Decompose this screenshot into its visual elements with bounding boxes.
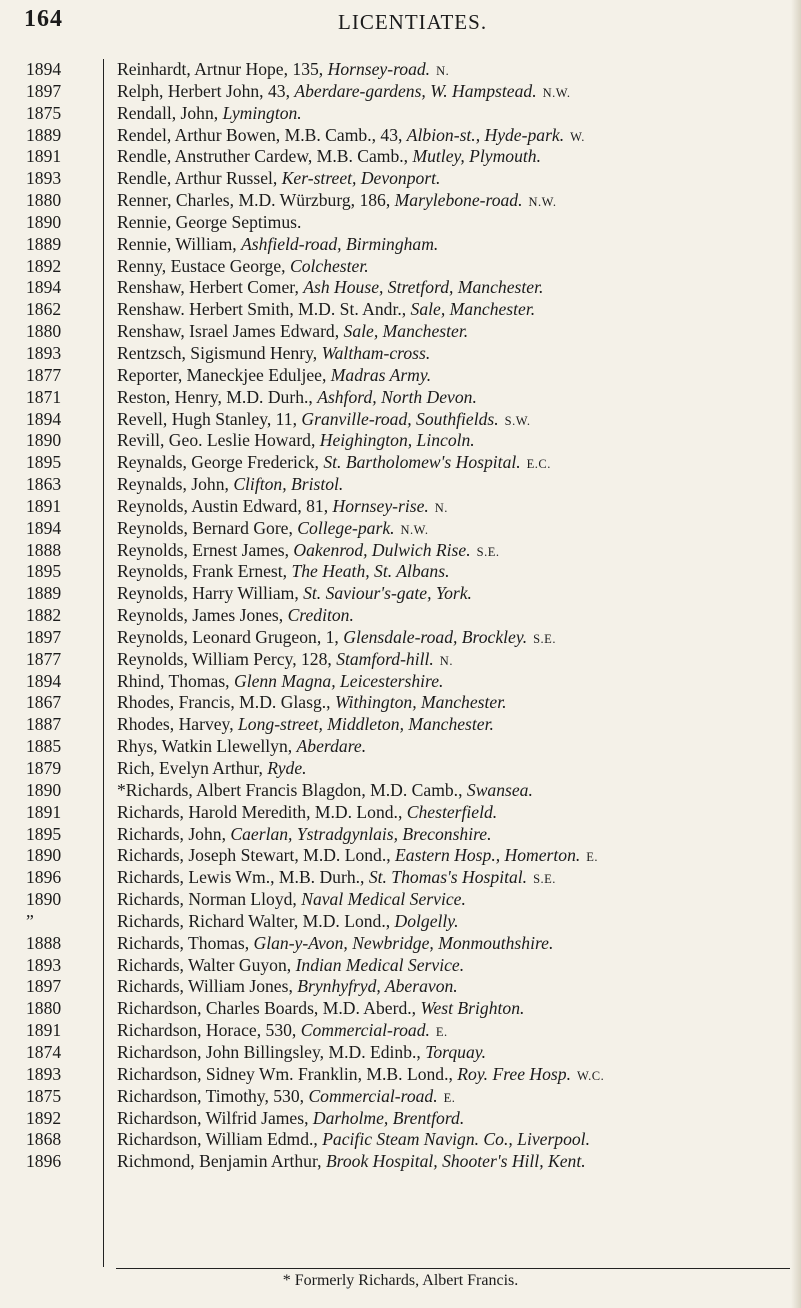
entry-text — [117, 299, 789, 323]
entry-text — [117, 234, 789, 258]
entry-name: Relph, Herbert John, 43, — [117, 80, 295, 101]
list-item — [0, 430, 801, 452]
entry-year: 1875 — [26, 102, 62, 123]
list-item — [0, 561, 801, 583]
entry-year: 1891 — [26, 146, 62, 167]
entry-address: Clifton, Bristol. — [233, 474, 344, 495]
list-item — [0, 299, 801, 321]
entry-text — [117, 256, 789, 280]
entry-name: Revell, Hugh Stanley, 11, — [117, 408, 302, 429]
list-item — [0, 474, 801, 496]
entry-text — [117, 867, 789, 891]
entry-name: Reynolds, Ernest James, — [117, 539, 294, 560]
entry-year: 1888 — [26, 539, 62, 560]
entry-address: Chesterfield. — [406, 801, 498, 822]
entry-year: 1890 — [26, 779, 62, 800]
entry-address: Caerlan, Ystradgynlais, Breconshire. — [230, 823, 492, 844]
entry-address: Aberdare. — [296, 736, 367, 757]
list-item — [0, 780, 801, 802]
list-item — [0, 277, 801, 299]
list-item — [0, 627, 801, 649]
entry-year: 1891 — [26, 495, 62, 516]
list-item — [0, 714, 801, 736]
entry-year: 1871 — [26, 386, 62, 407]
list-item — [0, 387, 801, 409]
entry-text — [117, 212, 789, 236]
entry-address: Swansea. — [466, 779, 533, 800]
list-item — [0, 452, 801, 474]
entry-postal-district: N.W. — [528, 195, 557, 210]
entry-address: Glan-y-Avon, Newbridge, Monmouthshire. — [253, 932, 554, 953]
entry-name: Richards, Norman Lloyd, — [117, 889, 302, 910]
entry-year: 1862 — [26, 299, 62, 320]
entry-year: 1890 — [26, 889, 62, 910]
list-item — [0, 146, 801, 168]
entry-text — [117, 736, 789, 760]
entry-text — [117, 409, 789, 433]
entry-postal-district: W.C. — [576, 1068, 605, 1083]
list-item — [0, 234, 801, 256]
list-item — [0, 409, 801, 431]
entry-name: Reynalds, John, — [117, 474, 234, 495]
list-item — [0, 998, 801, 1020]
list-item — [0, 212, 801, 234]
entry-text — [117, 561, 789, 585]
list-item — [0, 976, 801, 998]
entry-address: Sale, Manchester. — [343, 321, 469, 342]
entry-postal-district: N.W. — [400, 522, 429, 537]
entry-text — [117, 168, 789, 192]
list-item — [0, 540, 801, 562]
entry-postal-district: S.E. — [533, 631, 556, 646]
entry-text — [117, 540, 789, 564]
entry-address: Mutley, Plymouth. — [412, 146, 541, 167]
footnote-rule — [116, 1268, 790, 1269]
list-item — [0, 1020, 801, 1042]
entry-postal-district: E.C. — [526, 457, 551, 472]
entry-name: Reynolds, William Percy, 128, — [117, 648, 337, 669]
running-head: LICENTIATES. — [338, 10, 488, 34]
entry-year: 1895 — [26, 561, 62, 582]
entry-name: Richards, Thomas, — [117, 932, 254, 953]
entry-name: Reynolds, James Jones, — [117, 605, 288, 626]
entry-text — [117, 1129, 789, 1153]
entry-text — [117, 496, 789, 520]
list-item — [0, 103, 801, 125]
page-edge-shadow — [791, 0, 801, 1308]
entry-text — [117, 518, 789, 542]
entry-address: Ash House, Stretford, Manchester. — [303, 277, 544, 298]
entry-text — [117, 824, 789, 848]
entry-year: 1895 — [26, 823, 62, 844]
entry-text — [117, 1151, 789, 1175]
entry-year: 1893 — [26, 954, 62, 975]
entry-address: Oakenrod, Dulwich Rise. — [293, 539, 471, 560]
entry-name: Richardson, Timothy, 530, — [117, 1085, 309, 1106]
entry-year: 1895 — [26, 452, 62, 473]
entry-year: 1894 — [26, 277, 62, 298]
entry-year: 1882 — [26, 605, 62, 626]
entry-text — [117, 649, 789, 673]
entry-address: Sale, Manchester. — [410, 299, 536, 320]
entry-name: Richards, Richard Walter, M.D. Lond., — [117, 910, 395, 931]
entry-address: Glensdale-road, Brockley. — [343, 626, 528, 647]
entry-name: Richardson, Horace, 530, — [117, 1020, 301, 1041]
entry-year: 1896 — [26, 867, 62, 888]
entry-text — [117, 190, 789, 214]
entry-year: 1894 — [26, 408, 62, 429]
list-item — [0, 933, 801, 955]
entry-year: 1894 — [26, 59, 62, 79]
entry-text — [117, 605, 789, 629]
entry-address: Withington, Manchester. — [334, 692, 507, 713]
entry-year: 1887 — [26, 714, 62, 735]
entry-year: 1885 — [26, 736, 62, 757]
list-item — [0, 845, 801, 867]
entry-address: Darholme, Brentford. — [312, 1107, 465, 1128]
entry-address: Granville-road, Southfields. — [301, 408, 499, 429]
entry-address: Commercial-road. — [308, 1085, 438, 1106]
entry-name: Rhodes, Harvey, — [117, 714, 239, 735]
entry-address: St. Thomas's Hospital. — [368, 867, 528, 888]
entry-address: Glenn Magna, Leicestershire. — [233, 670, 444, 691]
entry-text — [117, 955, 789, 979]
list-item — [0, 802, 801, 824]
entry-name: Reynalds, George Frederick, — [117, 452, 324, 473]
list-item — [0, 1064, 801, 1086]
page-header — [0, 0, 801, 44]
list-item — [0, 518, 801, 540]
entry-text — [117, 1020, 789, 1044]
entry-name: *Richards, Albert Francis Blagdon, M.D. Camb., — [117, 779, 467, 800]
entry-address: Marylebone-road. — [394, 190, 523, 211]
entry-text — [117, 889, 789, 913]
footnote: * Formerly Richards, Albert Francis. — [282, 1272, 519, 1289]
entry-address: St. Saviour's-gate, York. — [303, 583, 472, 604]
list-item — [0, 911, 801, 933]
entry-year: 1877 — [26, 648, 62, 669]
list-item — [0, 692, 801, 714]
page-number: 164 — [24, 6, 63, 32]
entry-text — [117, 627, 789, 651]
entry-name: Reston, Henry, M.D. Durh., — [117, 386, 318, 407]
entry-text — [117, 1086, 789, 1110]
entry-name: Reynolds, Frank Ernest, — [117, 561, 292, 582]
entry-address: St. Bartholomew's Hospital. — [323, 452, 521, 473]
list-item — [0, 59, 801, 81]
entry-text — [117, 321, 789, 345]
entry-year: 1877 — [26, 364, 62, 385]
entry-text — [117, 998, 789, 1022]
entry-postal-district: N. — [439, 653, 453, 668]
list-item — [0, 321, 801, 343]
entry-text — [117, 452, 789, 476]
list-item — [0, 1129, 801, 1151]
entry-name: Richards, John, — [117, 823, 231, 844]
entry-name: Richardson, John Billingsley, M.D. Edinb., — [117, 1041, 426, 1062]
entry-name: Reynolds, Harry William, — [117, 583, 304, 604]
entry-name: Reporter, Maneckjee Eduljee, — [117, 364, 331, 385]
entry-postal-district: W. — [570, 129, 585, 144]
entry-name: Revill, Geo. Leslie Howard, — [117, 430, 320, 451]
list-item — [0, 81, 801, 103]
entry-address: Crediton. — [287, 605, 354, 626]
entry-address: Heighington, Lincoln. — [319, 430, 475, 451]
entry-year: 1890 — [26, 845, 62, 866]
entry-text — [117, 277, 789, 301]
entry-address: Albion-st., Hyde-park. — [406, 124, 565, 145]
entry-address: Waltham-cross. — [321, 342, 431, 363]
entry-name: Richards, Joseph Stewart, M.D. Lond., — [117, 845, 396, 866]
entry-text — [117, 343, 789, 367]
entry-text — [117, 1042, 789, 1066]
entry-text — [117, 758, 789, 782]
entry-address: Aberdare-gardens, W. Hampstead. — [294, 80, 537, 101]
entry-year: 1874 — [26, 1041, 62, 1062]
entry-address: Dolgelly. — [394, 910, 459, 931]
entry-address: Ashford, North Devon. — [317, 386, 477, 407]
entry-text — [117, 103, 789, 127]
entry-name: Richards, Harold Meredith, M.D. Lond., — [117, 801, 407, 822]
entry-address: West Brighton. — [420, 998, 525, 1019]
entry-text — [117, 1108, 789, 1132]
entry-address: Eastern Hosp., Homerton. — [395, 845, 581, 866]
entry-year: 1879 — [26, 758, 62, 778]
entry-year: 1880 — [26, 321, 62, 342]
entry-year: 1897 — [26, 80, 62, 101]
entry-postal-district: N. — [434, 500, 448, 515]
entry-year: 1893 — [26, 1063, 62, 1084]
entry-postal-district: E. — [443, 1090, 456, 1105]
entry-year: 1880 — [26, 998, 62, 1019]
entry-name: Richards, William Jones, — [117, 976, 298, 997]
entry-text — [117, 146, 789, 170]
entry-text — [117, 474, 789, 498]
list-item — [0, 125, 801, 147]
entry-name: Reynolds, Austin Edward, 81, — [117, 495, 333, 516]
entry-address: Stamford-hill. — [336, 648, 434, 669]
list-item — [0, 583, 801, 605]
entry-year: 1867 — [26, 692, 62, 713]
entry-address: Brook Hospital, Shooter's Hill, Kent. — [325, 1151, 586, 1172]
entry-text — [117, 430, 789, 454]
list-item — [0, 343, 801, 365]
entry-text — [117, 81, 789, 105]
entry-text — [117, 714, 789, 738]
entry-text — [117, 845, 789, 869]
entry-year: 1894 — [26, 670, 62, 691]
entry-name: Richardson, William Edmd., — [117, 1129, 323, 1150]
list-item — [0, 1086, 801, 1108]
list-item — [0, 605, 801, 627]
entry-year: 1892 — [26, 255, 62, 276]
list-item — [0, 365, 801, 387]
entry-name: Richardson, Wilfrid James, — [117, 1107, 313, 1128]
list-item — [0, 1151, 801, 1173]
entry-name: Renny, Eustace George, — [117, 255, 290, 276]
entry-address: Torquay. — [425, 1041, 487, 1062]
list-item — [0, 1108, 801, 1130]
entry-year: 1897 — [26, 976, 62, 997]
entry-postal-district: S.W. — [504, 413, 531, 428]
entry-name: Rennie, George Septimus. — [117, 211, 302, 232]
entry-year: 1892 — [26, 1107, 62, 1128]
entry-postal-district: N.W. — [542, 85, 571, 100]
list-item — [0, 1042, 801, 1064]
entry-name: Richardson, Charles Boards, M.D. Aberd., — [117, 998, 421, 1019]
list-item — [0, 649, 801, 671]
entry-text — [117, 802, 789, 826]
entry-year: 1868 — [26, 1129, 62, 1150]
entry-year: 1893 — [26, 342, 62, 363]
entry-postal-district: E. — [435, 1025, 448, 1040]
licentiate-list — [0, 59, 801, 1173]
entry-name: Richardson, Sidney Wm. Franklin, M.B. Lond., — [117, 1063, 458, 1084]
entry-name: Rhys, Watkin Llewellyn, — [117, 736, 297, 757]
entry-address: Commercial-road. — [300, 1020, 430, 1041]
list-item — [0, 168, 801, 190]
entry-name: Renner, Charles, M.D. Würzburg, 186, — [117, 190, 395, 211]
entry-year: 1875 — [26, 1085, 62, 1106]
entry-address: College-park. — [297, 517, 395, 538]
entry-name: Rendle, Arthur Russel, — [117, 168, 282, 189]
entry-year: 1890 — [26, 430, 62, 451]
entry-text — [117, 365, 789, 389]
list-item — [0, 955, 801, 977]
entry-year: 1890 — [26, 211, 62, 232]
entry-name: Renshaw, Israel James Edward, — [117, 321, 344, 342]
entry-name: Rentzsch, Sigismund Henry, — [117, 342, 322, 363]
entry-address: Hornsey-rise. — [332, 495, 429, 516]
entry-name: Reinhardt, Artnur Hope, 135, — [117, 59, 328, 79]
entry-address: Ker-street, Devonport. — [281, 168, 441, 189]
entry-year: 1894 — [26, 517, 62, 538]
entry-address: Roy. Free Hosp. — [457, 1063, 571, 1084]
list-item — [0, 824, 801, 846]
entry-address: Colchester. — [289, 255, 369, 276]
entry-text — [117, 387, 789, 411]
entry-name: Rhodes, Francis, M.D. Glasg., — [117, 692, 335, 713]
entry-year: 1889 — [26, 233, 62, 254]
list-item — [0, 671, 801, 693]
entry-text — [117, 59, 789, 83]
entry-year: 1889 — [26, 124, 62, 145]
entry-name: Rhind, Thomas, — [117, 670, 234, 691]
entry-year: ” — [26, 910, 34, 931]
entry-year: 1863 — [26, 474, 62, 495]
entry-name: Rendle, Anstruther Cardew, M.B. Camb., — [117, 146, 413, 167]
entry-name: Reynolds, Bernard Gore, — [117, 517, 298, 538]
entry-postal-district: S.E. — [476, 544, 500, 559]
entry-address: Long-street, Middleton, Manchester. — [238, 714, 494, 735]
entry-year: 1893 — [26, 168, 62, 189]
entry-address: Pacific Steam Navign. Co., Liverpool. — [322, 1129, 590, 1150]
entry-year: 1888 — [26, 932, 62, 953]
list-item — [0, 867, 801, 889]
entry-text — [117, 976, 789, 1000]
entry-year: 1897 — [26, 626, 62, 647]
entry-name: Rennie, William, — [117, 233, 242, 254]
entry-address: Madras Army. — [330, 364, 432, 385]
entry-address: Ashfield-road, Birmingham. — [241, 233, 439, 254]
entry-text — [117, 911, 789, 935]
entry-name: Richards, Walter Guyon, — [117, 954, 296, 975]
entry-name: Renshaw, Herbert Comer, — [117, 277, 304, 298]
entry-year: 1891 — [26, 801, 62, 822]
entry-name: Richards, Lewis Wm., M.B. Durh., — [117, 867, 369, 888]
entry-text — [117, 692, 789, 716]
entry-postal-district: E. — [586, 850, 599, 865]
entry-address: Lymington. — [222, 102, 302, 123]
entry-text — [117, 125, 789, 149]
entry-address: Naval Medical Service. — [301, 889, 466, 910]
list-item — [0, 758, 801, 780]
list-item — [0, 496, 801, 518]
list-item — [0, 256, 801, 278]
entry-name: Rendel, Arthur Bowen, M.B. Camb., 43, — [117, 124, 407, 145]
entry-address: Brynhyfryd, Aberavon. — [297, 976, 458, 997]
entry-name: Richmond, Benjamin Arthur, — [117, 1151, 326, 1172]
entry-address: Indian Medical Service. — [295, 954, 465, 975]
entry-postal-district: S.E. — [533, 872, 556, 887]
entry-postal-district: N. — [436, 64, 450, 78]
entry-name: Rich, Evelyn Arthur, — [117, 758, 268, 778]
entry-text — [117, 1064, 789, 1088]
entry-address: The Heath, St. Albans. — [291, 561, 450, 582]
entry-year: 1891 — [26, 1020, 62, 1041]
entry-name: Renshaw. Herbert Smith, M.D. St. Andr., — [117, 299, 411, 320]
list-item — [0, 190, 801, 212]
list-item — [0, 736, 801, 758]
entry-year: 1880 — [26, 190, 62, 211]
entry-text — [117, 933, 789, 957]
entry-text — [117, 583, 789, 607]
entry-address: Hornsey-road. — [327, 59, 431, 79]
entry-name: Reynolds, Leonard Grugeon, 1, — [117, 626, 344, 647]
entry-name: Rendall, John, — [117, 102, 223, 123]
entry-text — [117, 780, 789, 804]
entry-year: 1889 — [26, 583, 62, 604]
entry-year: 1896 — [26, 1151, 62, 1172]
entry-text — [117, 671, 789, 695]
entry-address: Ryde. — [267, 758, 307, 778]
list-item — [0, 889, 801, 911]
